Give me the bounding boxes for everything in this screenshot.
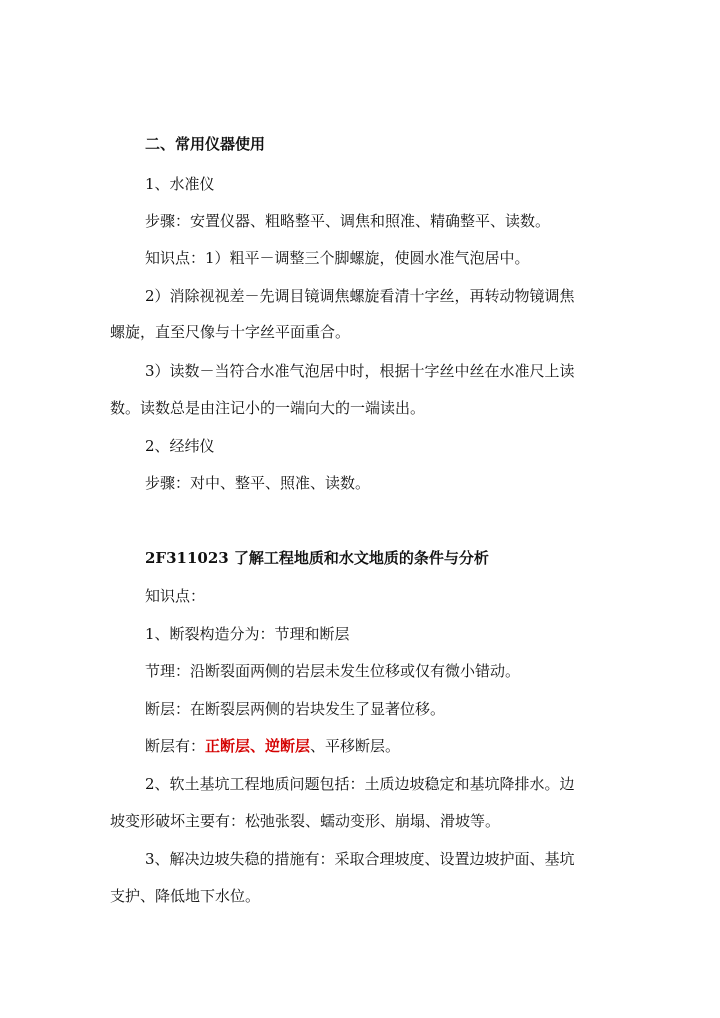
knowledge-label: 知识点：: [145, 587, 206, 605]
paragraph-level-point3-line2: 数。读数总是由注记小的一端向大的一端读出。: [110, 399, 426, 417]
paragraph-slope-measures-line2: 支护、降低地下水位。: [110, 887, 261, 905]
paragraph-theodolite-steps: 步骤：对中、整平、照准、读数。: [145, 474, 371, 492]
section-heading-instruments: 二、常用仪器使用: [145, 135, 266, 153]
paragraph-level-point3-line1: 3）读数－当符合水准气泡居中时，根据十字丝中丝在水准尺上读: [145, 362, 575, 380]
section-title-geology: 2F311023 了解工程地质和水文地质的条件与分析: [145, 549, 489, 567]
list-item-level: 1、水准仪: [145, 175, 215, 193]
fault-types-prefix: 断层有：: [145, 737, 206, 755]
paragraph-fault-types: [145, 736, 645, 756]
paragraph-level-point2-line2: 螺旋，直至尺像与十字丝平面重合。: [110, 323, 351, 341]
paragraph-slope-measures-line1: 3、解决边坡失稳的措施有：采取合理坡度、设置边坡护面、基坑: [145, 850, 575, 868]
paragraph-fault-structure: 1、断裂构造分为：节理和断层: [145, 625, 350, 643]
paragraph-level-point2-line1: 2）消除视视差－先调目镜调焦螺旋看清十字丝，再转动物镜调焦: [145, 287, 575, 305]
fault-types-highlight: 正断层、逆断层: [205, 737, 311, 755]
paragraph-fault-definition: 断层：在断裂层两侧的岩块发生了显著位移。: [145, 700, 446, 718]
paragraph-soft-soil-line1: 2、软土基坑工程地质问题包括：土质边坡稳定和基坑降排水。边: [145, 775, 575, 793]
paragraph-soft-soil-line2: 坡变形破坏主要有：松弛张裂、蠕动变形、崩塌、滑坡等。: [110, 812, 501, 830]
fault-types-suffix: 、平移断层。: [310, 737, 401, 755]
paragraph-joint-definition: 节理：沿断裂面两侧的岩层未发生位移或仅有微小错动。: [145, 662, 521, 680]
paragraph-level-point1: 知识点：1）粗平－调整三个脚螺旋，使圆水准气泡居中。: [145, 249, 530, 267]
list-item-theodolite: 2、经纬仪: [145, 437, 215, 455]
paragraph-level-steps: 步骤：安置仪器、粗略整平、调焦和照准、精确整平、读数。: [145, 212, 551, 230]
